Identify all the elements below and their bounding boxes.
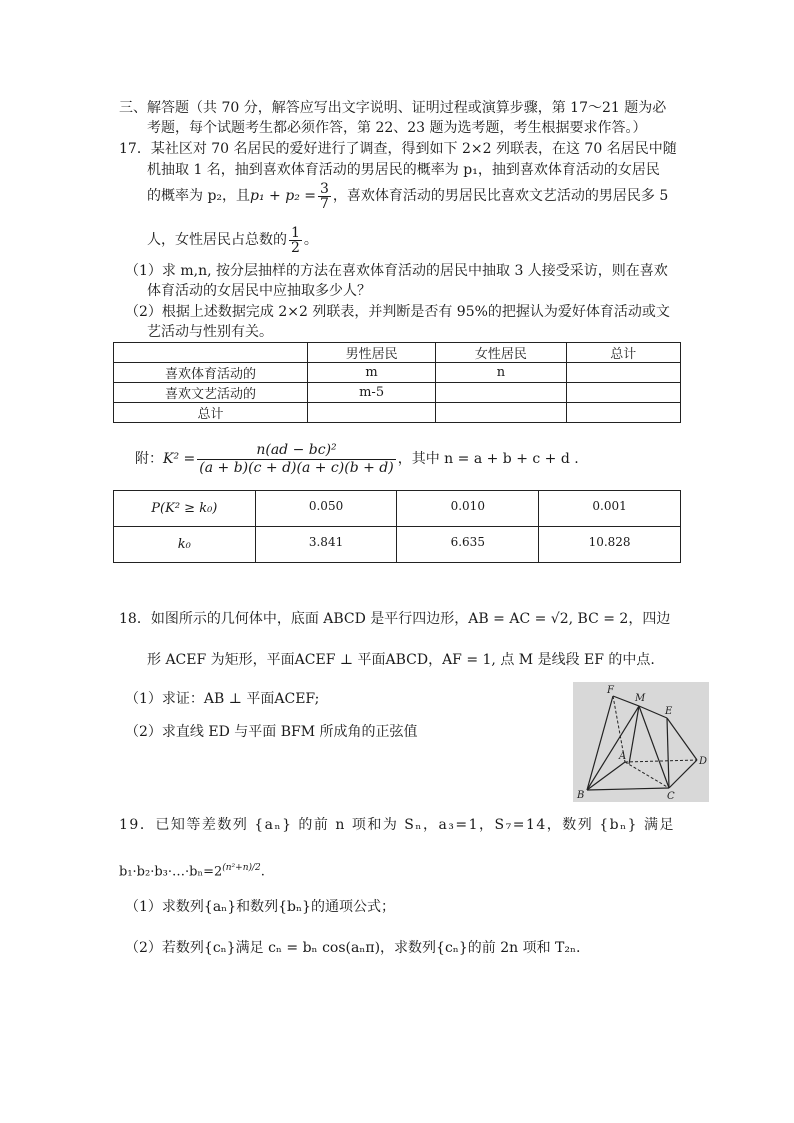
- formula-fraction: $\frac{\text{n(ad − bc)²}}{(a + b)(c + d)(a + c)(b + d)}$: [199, 441, 394, 476]
- critical-value-table: [113, 490, 681, 563]
- label-M: M: [635, 693, 646, 704]
- q17-line4: 人，女性居民占总数的 $\frac{1}{2}$ 。: [147, 224, 318, 256]
- q17-fraction-1-2: $\frac{1}{2}$: [291, 224, 300, 256]
- q17-line3: 的概率为 p₂，且p₁ + p₂ = $\frac{3}{7}$ ，喜欢体育活动的男居民比喜欢文艺活动的男居民多 5: [147, 180, 669, 212]
- label-A: A: [619, 751, 627, 762]
- q17-fraction-3-7: $\frac{3}{7}$: [320, 180, 329, 212]
- q17-part2-line1: （2）根据上述数据完成 2×2 列联表，并判断是否有 95%的把握认为爱好体育活动或文: [125, 304, 670, 320]
- label-D: D: [699, 756, 708, 767]
- contingency-table: [113, 342, 681, 423]
- q18-part1: （1）求证：AB ⊥ 平面ACEF;: [125, 691, 320, 707]
- table-row: 总计: [114, 403, 681, 423]
- label-F: F: [607, 685, 614, 696]
- section-title-line1: 三、解答题（共 70 分，解答应写出文字说明、证明过程或演算步骤，第 17～21 题为必: [119, 100, 667, 116]
- q18-line1: 18．如图所示的几何体中，底面 ABCD 是平行四边形，AB = AC = √2, BC = 2，四边: [119, 611, 671, 627]
- label-E: E: [665, 706, 673, 717]
- section-title-line2: 考题，每个试题考生都必须作答，第 22、23 题为选考题，考生根据要求作答。）: [147, 120, 647, 136]
- q18-line2: 形 ACEF 为矩形，平面ACEF ⊥ 平面ABCD，AF = 1, 点 M 是线段 EF 的中点.: [147, 652, 655, 668]
- table-row: 喜欢体育活动的 m n: [114, 363, 681, 383]
- q17-line2: 机抽取 1 名，抽到喜欢体育活动的男居民的概率为 p₁，抽到喜欢体育活动的女居民: [147, 162, 660, 178]
- q19-line1: 19．已知等差数列 {aₙ} 的前 n 项和为 Sₙ，a₃=1，S₇=14，数列 {bₙ} 满足: [119, 817, 676, 833]
- q19-line2: $b_1\cdot b_2\cdot b_3\cdot\dots\cdot b_n=2^{(n^2+n)/2}$.: [119, 863, 265, 880]
- q18-part2: （2）求直线 ED 与平面 BFM 所成角的正弦值: [125, 724, 418, 740]
- q17-line1: 17．某社区对 70 名居民的爱好进行了调查，得到如下 2×2 列联表，在这 70 名居民中随: [119, 141, 677, 157]
- q19-part1: （1）求数列{aₙ}和数列{bₙ}的通项公式；: [125, 899, 395, 915]
- table-row: k₀ 3.841 6.635 10.828: [114, 527, 681, 563]
- table-row: 喜欢文艺活动的 m-5: [114, 383, 681, 403]
- label-C: C: [667, 791, 675, 802]
- q17-part2-line2: 艺活动与性别有关。: [147, 324, 273, 340]
- table-row: P(K² ≥ k₀) 0.050 0.010 0.001: [114, 491, 681, 527]
- q17-part1-line2: 体育活动的女居民中应抽取多少人？: [147, 283, 371, 299]
- k-squared-formula: 附：K² = $\frac{\text{n(ad − bc)²}}{(a + b)(c + d)(a + c)(b + d)}$ ，其中 n = a + b + c + d .: [135, 441, 579, 476]
- geometry-figure: [573, 682, 709, 802]
- q17-part1-line1: （1）求 m,n, 按分层抽样的方法在喜欢体育活动的居民中抽取 3 人接受采访，则在喜欢: [125, 263, 668, 279]
- label-B: B: [577, 790, 585, 801]
- q19-part2: （2）若数列{cₙ}满足 cₙ = bₙ cos(aₙπ)，求数列{cₙ}的前 2n 项和 T₂ₙ.: [125, 940, 581, 956]
- table-row: 男性居民 女性居民 总计: [114, 343, 681, 363]
- solid-diagram: [573, 682, 709, 802]
